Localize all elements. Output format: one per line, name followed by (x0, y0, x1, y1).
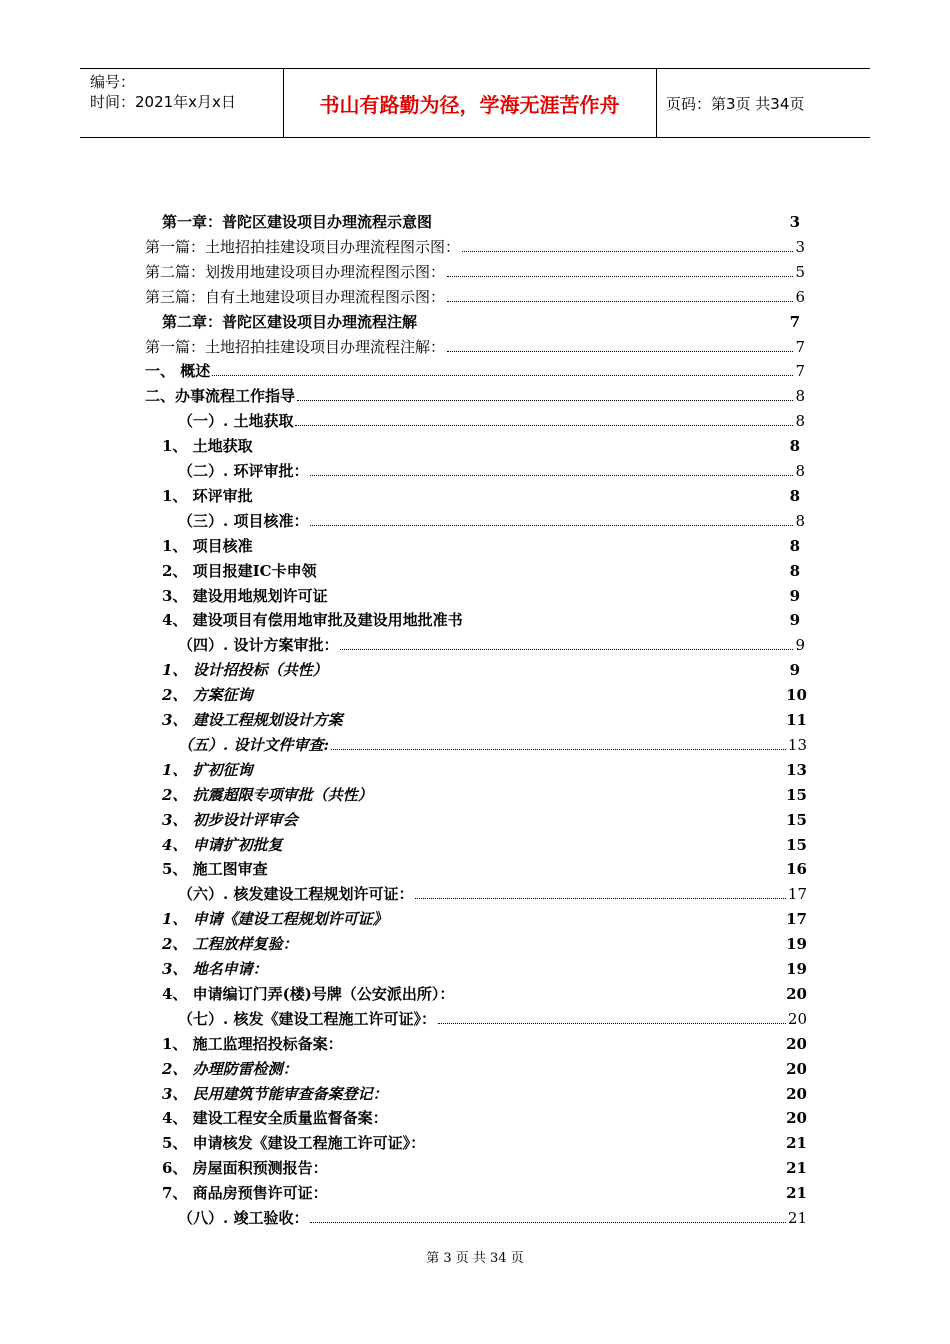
toc-entry-page: 8 (795, 511, 805, 530)
toc-entry-title: 第三篇：自有土地建设项目办理流程图示图： (145, 287, 446, 306)
toc-entry-title: 2、 抗震超限专项审批（共性） (162, 785, 373, 804)
page-header (80, 68, 870, 138)
header-meta (90, 72, 236, 112)
toc-entry-title: 5、 施工图审查 (162, 860, 268, 879)
toc-entry[interactable] (162, 1054, 807, 1078)
toc-entry-title: 3、 建设工程规划设计方案 (162, 711, 343, 729)
toc-entry-page: 21 (786, 1134, 807, 1153)
toc-entry[interactable] (162, 854, 807, 878)
toc-entry-page: 9 (789, 611, 800, 630)
toc-entry-title: 第一篇：土地招拍挂建设项目办理流程图示图： (145, 237, 461, 256)
toc-entry-page: 20 (786, 1059, 807, 1078)
toc-entry[interactable] (162, 556, 800, 580)
toc-entry-title: （三）. 项目核准： (178, 511, 309, 530)
toc-entry-page: 3 (789, 213, 800, 231)
toc-entry-page: 20 (786, 1084, 807, 1103)
toc-entry[interactable] (178, 1004, 807, 1028)
toc-entry-page: 8 (795, 412, 805, 431)
dot-leader (212, 374, 793, 376)
toc-entry[interactable] (162, 979, 807, 1003)
toc-entry-page: 7 (795, 362, 805, 381)
dot-leader (310, 474, 793, 476)
toc-entry[interactable] (162, 307, 800, 331)
number-label: 编号： (90, 73, 136, 91)
toc-entry-page: 21 (786, 1184, 807, 1203)
toc-entry-page: 8 (789, 536, 800, 555)
toc-entry[interactable] (178, 406, 805, 430)
toc-entry[interactable] (162, 1153, 807, 1177)
toc-entry-title: 2、 方案征询 (162, 686, 253, 705)
toc-entry[interactable] (162, 1103, 807, 1127)
dot-leader (415, 897, 785, 899)
toc-entry[interactable] (178, 506, 805, 530)
toc-entry-page: 13 (787, 735, 807, 754)
toc-entry-page: 10 (786, 686, 807, 705)
page-footer: 第 3 页 共 34 页 (426, 1251, 524, 1266)
toc-entry-title: 一、 概述 (145, 362, 211, 381)
toc-entry-title: 2、 项目报建IC卡申领 (162, 561, 317, 580)
toc-entry-page: 7 (795, 337, 805, 356)
dot-leader (310, 524, 793, 526)
toc-entry-title: （五）. 设计文件审查: (178, 735, 329, 754)
toc-entry[interactable] (162, 1128, 807, 1152)
toc-entry[interactable] (162, 904, 807, 928)
toc-entry-title: （四）. 设计方案审批： (178, 636, 339, 655)
toc-entry[interactable] (162, 805, 807, 829)
toc-entry-title: 4、 建设项目有偿用地审批及建设用地批准书 (162, 611, 463, 630)
toc-entry-title: （七）. 核发《建设工程施工许可证》： (178, 1009, 436, 1028)
toc-entry[interactable] (162, 830, 807, 854)
toc-entry[interactable] (162, 755, 807, 779)
toc-entry[interactable] (145, 381, 805, 405)
toc-entry-page: 8 (789, 486, 800, 505)
toc-entry-title: 1、 申请《建设工程规划许可证》 (162, 910, 388, 929)
toc-entry[interactable] (145, 257, 805, 281)
toc-entry[interactable] (162, 680, 807, 704)
dot-leader (447, 275, 793, 277)
toc-entry-page: 19 (786, 960, 807, 978)
toc-entry[interactable] (145, 282, 805, 306)
toc-entry-page: 16 (786, 860, 807, 879)
toc-entry-page: 20 (786, 1034, 807, 1053)
toc-entry-title: 第一篇：土地招拍挂建设项目办理流程注解： (145, 337, 446, 356)
toc-entry-page: 15 (786, 785, 807, 804)
dot-leader (310, 1221, 785, 1223)
toc-entry[interactable] (162, 481, 800, 505)
toc-entry-page: 8 (789, 561, 800, 580)
toc-entry[interactable] (145, 232, 805, 256)
dot-leader (447, 300, 793, 302)
toc-entry-page: 7 (789, 312, 800, 331)
header-page-info: 页码：第3页 共34页 (666, 95, 805, 113)
toc-entry[interactable] (145, 356, 805, 380)
toc-entry-title: 3、 初步设计评审会 (162, 810, 298, 829)
toc-entry-title: 第一章：普陀区建设项目办理流程示意图 (162, 213, 433, 231)
toc-entry-page: 21 (786, 1159, 807, 1178)
dot-leader (331, 748, 786, 750)
toc-entry[interactable] (162, 431, 800, 455)
toc-entry-title: 2、 工程放样复验： (162, 935, 298, 954)
toc-entry-title: 1、 施工监理招投标备案： (162, 1034, 343, 1053)
toc-entry[interactable] (162, 929, 807, 953)
toc-entry[interactable] (178, 730, 807, 754)
toc-entry[interactable] (162, 531, 800, 555)
toc-entry-title: 6、 房屋面积预测报告： (162, 1159, 328, 1178)
toc-entry-page: 17 (786, 910, 807, 929)
toc-entry-title: 1、 扩初征询 (162, 760, 253, 779)
toc-entry[interactable] (145, 332, 805, 356)
toc-entry-title: 2、 办理防雷检测： (162, 1059, 298, 1078)
toc-entry[interactable] (162, 954, 807, 978)
toc-entry[interactable] (178, 456, 805, 480)
toc-entry-title: 3、 建设用地规划许可证 (162, 586, 328, 605)
toc-entry-title: （六）. 核发建设工程规划许可证： (178, 885, 414, 904)
toc-entry-title: 1、 土地获取 (162, 437, 253, 456)
toc-entry-title: 1、 项目核准 (162, 536, 253, 555)
toc-entry-title: 5、 申请核发《建设工程施工许可证》： (162, 1134, 426, 1153)
toc-entry[interactable] (162, 655, 800, 679)
toc-entry-title: 4、 建设工程安全质量监督备案： (162, 1109, 388, 1128)
toc-entry-page: 15 (786, 810, 807, 829)
toc-entry[interactable] (178, 1203, 807, 1227)
toc-entry-page: 3 (795, 237, 805, 256)
toc-entry-title: 3、 民用建筑节能审查备案登记： (162, 1084, 388, 1103)
toc-entry-title: 第二篇：划拨用地建设项目办理流程图示图： (145, 262, 446, 281)
dot-leader (340, 648, 793, 650)
toc-entry[interactable] (162, 207, 800, 231)
toc-entry-title: 第二章：普陀区建设项目办理流程注解 (162, 312, 418, 331)
toc-entry-page: 20 (786, 984, 807, 1003)
toc-entry[interactable] (162, 1178, 807, 1202)
dot-leader (297, 399, 793, 401)
toc-entry-page: 20 (786, 1109, 807, 1128)
toc-entry[interactable] (162, 1029, 807, 1053)
toc-entry[interactable] (162, 581, 800, 605)
toc-entry-page: 6 (795, 287, 805, 306)
toc-entry-page: 8 (789, 437, 800, 456)
header-motto: 书山有路勤为径，学海无涯苦作舟 (319, 92, 620, 117)
toc-entry-page: 8 (795, 387, 805, 406)
toc-entry-page: 9 (789, 586, 800, 605)
toc-entry-page: 20 (787, 1009, 807, 1028)
toc-entry[interactable] (162, 1079, 807, 1103)
toc-entry-page: 9 (795, 636, 805, 655)
toc-entry-page: 21 (787, 1209, 807, 1227)
header-divider (656, 69, 657, 137)
dot-leader (447, 350, 793, 352)
dot-leader (462, 250, 793, 252)
toc-entry-title: 4、 申请扩初批复 (162, 835, 283, 854)
dot-leader (438, 1022, 786, 1024)
toc-entry-title: 1、 环评审批 (162, 486, 253, 505)
toc-entry-title: （二）. 环评审批： (178, 462, 309, 480)
toc-entry-title: 4、 申请编订门弄(楼)号牌（公安派出所）： (162, 984, 455, 1003)
toc-entry-title: 1、 设计招投标（共性） (162, 661, 328, 680)
dot-leader (295, 424, 793, 426)
toc-entry-title: （一）. 土地获取 (178, 412, 294, 431)
toc-entry[interactable] (178, 879, 807, 903)
toc-entry-page: 8 (795, 462, 805, 480)
toc-entry-title: （八）. 竣工验收： (178, 1209, 309, 1227)
toc-entry-page: 5 (795, 262, 805, 281)
toc-entry[interactable] (178, 630, 805, 654)
toc-entry-title: 3、 地名申请： (162, 960, 268, 978)
toc-entry[interactable] (162, 605, 800, 629)
toc-entry-page: 19 (786, 935, 807, 954)
toc-entry-page: 15 (786, 835, 807, 854)
toc-entry-page: 11 (786, 711, 807, 729)
toc-entry-title: 7、 商品房预售许可证： (162, 1184, 328, 1203)
time-label: 时间：2021年x月x日 (90, 93, 236, 111)
toc-entry-page: 17 (787, 885, 807, 904)
toc-entry[interactable] (162, 705, 807, 729)
toc-entry-page: 13 (786, 760, 807, 779)
toc-entry[interactable] (162, 780, 807, 804)
toc-entry-page: 9 (789, 661, 800, 680)
toc-entry-title: 二、办事流程工作指导 (145, 387, 296, 406)
